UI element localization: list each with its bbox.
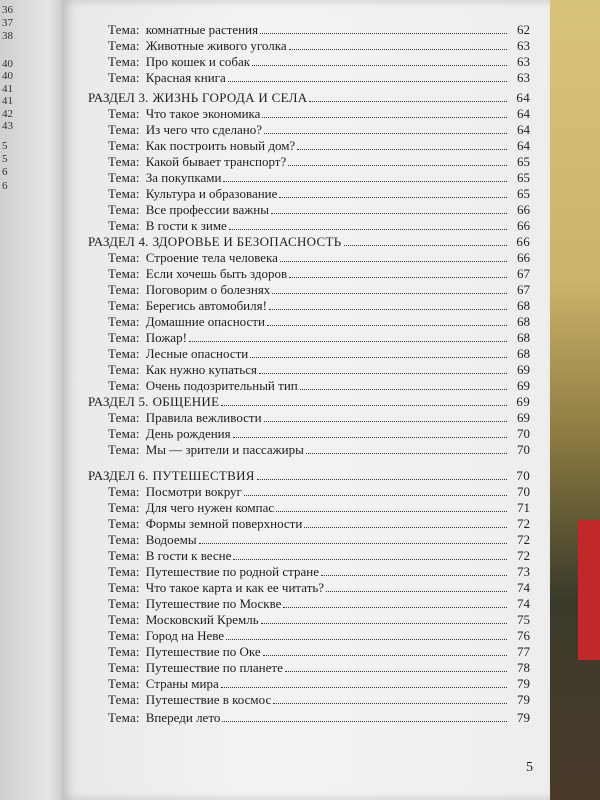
topic-title: Путешествие по Оке bbox=[145, 644, 261, 659]
toc-page-number: 79 bbox=[517, 676, 530, 691]
toc-topic-row bbox=[108, 346, 530, 361]
section-title: ЖИЗНЬ ГОРОДА И СЕЛА bbox=[152, 90, 308, 105]
toc-section-row bbox=[88, 468, 530, 483]
toc-topic-row bbox=[108, 22, 530, 37]
dot-leader bbox=[233, 559, 507, 560]
toc-page-number: 74 bbox=[517, 580, 530, 595]
topic-label: Тема: bbox=[108, 138, 140, 153]
topic-title: Строение тела человека bbox=[145, 250, 278, 265]
left-page-number: 38 bbox=[2, 30, 13, 42]
dot-leader bbox=[306, 453, 507, 454]
dot-leader bbox=[221, 687, 507, 688]
dot-leader bbox=[321, 575, 507, 576]
toc-page-number: 67 bbox=[517, 282, 530, 297]
toc-page-number: 78 bbox=[517, 660, 530, 675]
topic-label: Тема: bbox=[108, 516, 140, 531]
toc-page-number: 71 bbox=[517, 500, 530, 515]
topic-title: Культура и образование bbox=[145, 186, 278, 201]
topic-label: Тема: bbox=[108, 362, 140, 377]
left-page-number: 43 bbox=[2, 120, 13, 132]
toc-page-number: 70 bbox=[517, 426, 530, 441]
topic-title: Что такое карта и как ее читать? bbox=[145, 580, 325, 595]
topic-label: Тема: bbox=[108, 122, 140, 137]
toc-page-number: 79 bbox=[517, 710, 530, 725]
toc-topic-row bbox=[108, 106, 530, 121]
topic-label: Тема: bbox=[108, 282, 140, 297]
topic-label: Тема: bbox=[108, 70, 140, 85]
toc-page-number: 75 bbox=[517, 612, 530, 627]
toc-page-number: 72 bbox=[517, 532, 530, 547]
toc-topic-row bbox=[108, 442, 530, 457]
topic-title: Лесные опасности bbox=[145, 346, 249, 361]
toc-topic-row bbox=[108, 564, 530, 579]
dot-leader bbox=[285, 671, 507, 672]
topic-label: Тема: bbox=[108, 410, 140, 425]
topic-title: Животные живого уголка bbox=[145, 38, 287, 53]
toc-topic-row bbox=[108, 362, 530, 377]
topic-title: Водоемы bbox=[145, 532, 197, 547]
topic-title: Из чего что сделано? bbox=[145, 122, 263, 137]
toc-topic-row bbox=[108, 548, 530, 563]
toc-page-number: 68 bbox=[517, 330, 530, 345]
dot-leader bbox=[229, 229, 507, 230]
dot-leader bbox=[344, 245, 507, 246]
topic-label: Тема: bbox=[108, 314, 140, 329]
topic-title: В гости к весне bbox=[145, 548, 232, 563]
dot-leader bbox=[273, 703, 507, 704]
toc-page-number: 65 bbox=[517, 154, 530, 169]
topic-title: Домашние опасности bbox=[145, 314, 265, 329]
topic-title: Мы — зрители и пассажиры bbox=[145, 442, 304, 457]
topic-title: Как построить новый дом? bbox=[145, 138, 296, 153]
toc-page-number: 68 bbox=[517, 298, 530, 313]
toc-page-number: 68 bbox=[517, 314, 530, 329]
topic-title: Все профессии важны bbox=[145, 202, 269, 217]
toc-topic-row bbox=[108, 532, 530, 547]
dot-leader bbox=[269, 309, 507, 310]
dot-leader bbox=[297, 149, 507, 150]
toc-topic-row bbox=[108, 378, 530, 393]
section-number: РАЗДЕЛ 4. bbox=[88, 234, 149, 249]
topic-label: Тема: bbox=[108, 548, 140, 563]
toc-page-number: 69 bbox=[516, 394, 530, 409]
topic-label: Тема: bbox=[108, 106, 140, 121]
toc-topic-row bbox=[108, 38, 530, 53]
topic-label: Тема: bbox=[108, 532, 140, 547]
dot-leader bbox=[289, 277, 507, 278]
toc-page-number: 70 bbox=[516, 468, 530, 483]
topic-title: Про кошек и собак bbox=[145, 54, 251, 69]
toc-topic-row bbox=[108, 710, 530, 725]
dot-leader bbox=[267, 325, 507, 326]
dot-leader bbox=[300, 389, 507, 390]
topic-label: Тема: bbox=[108, 202, 140, 217]
topic-label: Тема: bbox=[108, 54, 140, 69]
topic-title: В гости к зиме bbox=[145, 218, 227, 233]
toc-page-number: 69 bbox=[517, 410, 530, 425]
toc-topic-row bbox=[108, 330, 530, 345]
toc-page-number: 69 bbox=[517, 378, 530, 393]
topic-title: Посмотри вокруг bbox=[145, 484, 242, 499]
toc-topic-row bbox=[108, 676, 530, 691]
dot-leader bbox=[279, 197, 507, 198]
toc-topic-row bbox=[108, 580, 530, 595]
toc-topic-row bbox=[108, 138, 530, 153]
toc-topic-row bbox=[108, 186, 530, 201]
toc-page-number: 72 bbox=[517, 548, 530, 563]
toc-page-number: 65 bbox=[517, 186, 530, 201]
dot-leader bbox=[228, 81, 507, 82]
left-page-number: 36 bbox=[2, 4, 13, 16]
topic-title: Берегись автомобиля! bbox=[145, 298, 267, 313]
left-page-number: 6 bbox=[2, 180, 8, 192]
dot-leader bbox=[223, 181, 507, 182]
dot-leader bbox=[264, 421, 507, 422]
toc-topic-row bbox=[108, 612, 530, 627]
topic-label: Тема: bbox=[108, 692, 140, 707]
toc-page-number: 63 bbox=[517, 38, 530, 53]
topic-title: Путешествие по Москве bbox=[145, 596, 282, 611]
toc-section-row bbox=[88, 234, 530, 249]
topic-title: За покупками bbox=[145, 170, 222, 185]
dot-leader bbox=[252, 65, 507, 66]
toc-page-number: 65 bbox=[517, 170, 530, 185]
topic-label: Тема: bbox=[108, 612, 140, 627]
toc-topic-row bbox=[108, 266, 530, 281]
topic-label: Тема: bbox=[108, 38, 140, 53]
toc-topic-row bbox=[108, 410, 530, 425]
topic-label: Тема: bbox=[108, 218, 140, 233]
dot-leader bbox=[199, 543, 507, 544]
section-number: РАЗДЕЛ 5. bbox=[88, 394, 149, 409]
dot-leader bbox=[260, 33, 507, 34]
dot-leader bbox=[222, 721, 507, 722]
toc-topic-row bbox=[108, 628, 530, 643]
toc-topic-row bbox=[108, 122, 530, 137]
topic-title: Город на Неве bbox=[145, 628, 225, 643]
topic-label: Тема: bbox=[108, 628, 140, 643]
topic-label: Тема: bbox=[108, 676, 140, 691]
topic-label: Тема: bbox=[108, 644, 140, 659]
dot-leader bbox=[250, 357, 507, 358]
section-title: ОБЩЕНИЕ bbox=[152, 394, 220, 409]
topic-label: Тема: bbox=[108, 170, 140, 185]
dot-leader bbox=[289, 49, 507, 50]
topic-label: Тема: bbox=[108, 710, 140, 725]
section-title: ПУТЕШЕСТВИЯ bbox=[152, 468, 255, 483]
topic-title: Очень подозрительный тип bbox=[145, 378, 298, 393]
toc-page-number: 64 bbox=[516, 90, 530, 105]
toc-topic-row bbox=[108, 660, 530, 675]
left-page-number: 6 bbox=[2, 166, 8, 178]
section-title: ЗДОРОВЬЕ И БЕЗОПАСНОСТЬ bbox=[152, 234, 342, 249]
toc-topic-row bbox=[108, 314, 530, 329]
toc-page-number: 63 bbox=[517, 70, 530, 85]
topic-title: Пожар! bbox=[145, 330, 187, 345]
topic-label: Тема: bbox=[108, 564, 140, 579]
topic-title: Московский Кремль bbox=[145, 612, 259, 627]
dot-leader bbox=[261, 623, 507, 624]
page-number: 5 bbox=[526, 760, 533, 775]
toc-page-number: 66 bbox=[517, 250, 530, 265]
toc-page-number: 74 bbox=[517, 596, 530, 611]
topic-title: День рождения bbox=[145, 426, 231, 441]
toc-page-number: 76 bbox=[517, 628, 530, 643]
topic-label: Тема: bbox=[108, 330, 140, 345]
dot-leader bbox=[283, 607, 507, 608]
topic-label: Тема: bbox=[108, 500, 140, 515]
dot-leader bbox=[276, 511, 507, 512]
section-number: РАЗДЕЛ 6. bbox=[88, 468, 149, 483]
left-page-number: 40 bbox=[2, 70, 13, 82]
toc-page-number: 66 bbox=[516, 234, 530, 249]
left-page-number: 42 bbox=[2, 108, 13, 120]
topic-title: Впереди лето bbox=[145, 710, 221, 725]
dot-leader bbox=[263, 655, 507, 656]
topic-title: Если хочешь быть здоров bbox=[145, 266, 288, 281]
toc-page-number: 77 bbox=[517, 644, 530, 659]
toc-topic-row bbox=[108, 170, 530, 185]
toc-topic-row bbox=[108, 484, 530, 499]
dot-leader bbox=[309, 101, 507, 102]
toc-page-number: 79 bbox=[517, 692, 530, 707]
topic-label: Тема: bbox=[108, 660, 140, 675]
topic-label: Тема: bbox=[108, 378, 140, 393]
topic-label: Тема: bbox=[108, 154, 140, 169]
toc-topic-row bbox=[108, 644, 530, 659]
toc-section-row bbox=[88, 90, 530, 105]
toc-page-number: 66 bbox=[517, 218, 530, 233]
toc-topic-row bbox=[108, 298, 530, 313]
dot-leader bbox=[226, 639, 507, 640]
dot-leader bbox=[259, 373, 507, 374]
topic-label: Тема: bbox=[108, 298, 140, 313]
topic-label: Тема: bbox=[108, 484, 140, 499]
toc-topic-row bbox=[108, 218, 530, 233]
dot-leader bbox=[262, 117, 507, 118]
topic-title: Что такое экономика bbox=[145, 106, 261, 121]
dot-leader bbox=[221, 405, 507, 406]
toc-topic-row bbox=[108, 500, 530, 515]
topic-title: Как нужно купаться bbox=[145, 362, 257, 377]
toc-page-number: 70 bbox=[517, 484, 530, 499]
topic-label: Тема: bbox=[108, 22, 140, 37]
left-page-number: 5 bbox=[2, 153, 8, 165]
topic-title: Путешествие по родной стране bbox=[145, 564, 319, 579]
dot-leader bbox=[233, 437, 507, 438]
toc-topic-row bbox=[108, 516, 530, 531]
toc-page-number: 62 bbox=[517, 22, 530, 37]
topic-label: Тема: bbox=[108, 580, 140, 595]
toc-topic-row bbox=[108, 54, 530, 69]
left-page-number: 40 bbox=[2, 58, 13, 70]
section-number: РАЗДЕЛ 3. bbox=[88, 90, 149, 105]
toc-topic-row bbox=[108, 596, 530, 611]
toc-page-number: 66 bbox=[517, 202, 530, 217]
toc-page-number: 69 bbox=[517, 362, 530, 377]
dot-leader bbox=[280, 261, 507, 262]
topic-title: Путешествие в космос bbox=[145, 692, 272, 707]
toc-page-number: 64 bbox=[517, 138, 530, 153]
toc-topic-row bbox=[108, 282, 530, 297]
topic-title: Формы земной поверхности bbox=[145, 516, 303, 531]
toc-topic-row bbox=[108, 154, 530, 169]
topic-label: Тема: bbox=[108, 442, 140, 457]
left-page-number: 5 bbox=[2, 140, 8, 152]
topic-label: Тема: bbox=[108, 186, 140, 201]
left-page-number: 41 bbox=[2, 95, 13, 107]
topic-title: Страны мира bbox=[145, 676, 219, 691]
red-object bbox=[578, 520, 600, 660]
topic-label: Тема: bbox=[108, 596, 140, 611]
toc-page-number: 64 bbox=[517, 122, 530, 137]
topic-title: Красная книга bbox=[145, 70, 226, 85]
toc-page-number: 72 bbox=[517, 516, 530, 531]
toc-topic-row bbox=[108, 202, 530, 217]
topic-title: Поговорим о болезнях bbox=[145, 282, 271, 297]
left-page-number: 41 bbox=[2, 83, 13, 95]
topic-title: комнатные растения bbox=[145, 22, 259, 37]
toc-page-number: 63 bbox=[517, 54, 530, 69]
dot-leader bbox=[257, 479, 507, 480]
dot-leader bbox=[189, 341, 507, 342]
left-page-number: 37 bbox=[2, 17, 13, 29]
topic-title: Какой бывает транспорт? bbox=[145, 154, 287, 169]
book-page bbox=[62, 0, 550, 800]
topic-title: Для чего нужен компас bbox=[145, 500, 275, 515]
dot-leader bbox=[264, 133, 507, 134]
topic-title: Путешествие по планете bbox=[145, 660, 283, 675]
dot-leader bbox=[288, 165, 507, 166]
toc-topic-row bbox=[108, 70, 530, 85]
dot-leader bbox=[272, 293, 507, 294]
dot-leader bbox=[244, 495, 507, 496]
toc-section-row bbox=[88, 394, 530, 409]
topic-label: Тема: bbox=[108, 346, 140, 361]
left-page bbox=[0, 0, 70, 800]
dot-leader bbox=[304, 527, 507, 528]
toc-topic-row bbox=[108, 692, 530, 707]
dot-leader bbox=[271, 213, 507, 214]
toc-page-number: 70 bbox=[517, 442, 530, 457]
dot-leader bbox=[326, 591, 507, 592]
toc-page-number: 68 bbox=[517, 346, 530, 361]
topic-label: Тема: bbox=[108, 266, 140, 281]
topic-label: Тема: bbox=[108, 250, 140, 265]
toc-page-number: 64 bbox=[517, 106, 530, 121]
toc-topic-row bbox=[108, 426, 530, 441]
toc-topic-row bbox=[108, 250, 530, 265]
topic-label: Тема: bbox=[108, 426, 140, 441]
topic-title: Правила вежливости bbox=[145, 410, 262, 425]
toc-page-number: 73 bbox=[517, 564, 530, 579]
toc-page-number: 67 bbox=[517, 266, 530, 281]
